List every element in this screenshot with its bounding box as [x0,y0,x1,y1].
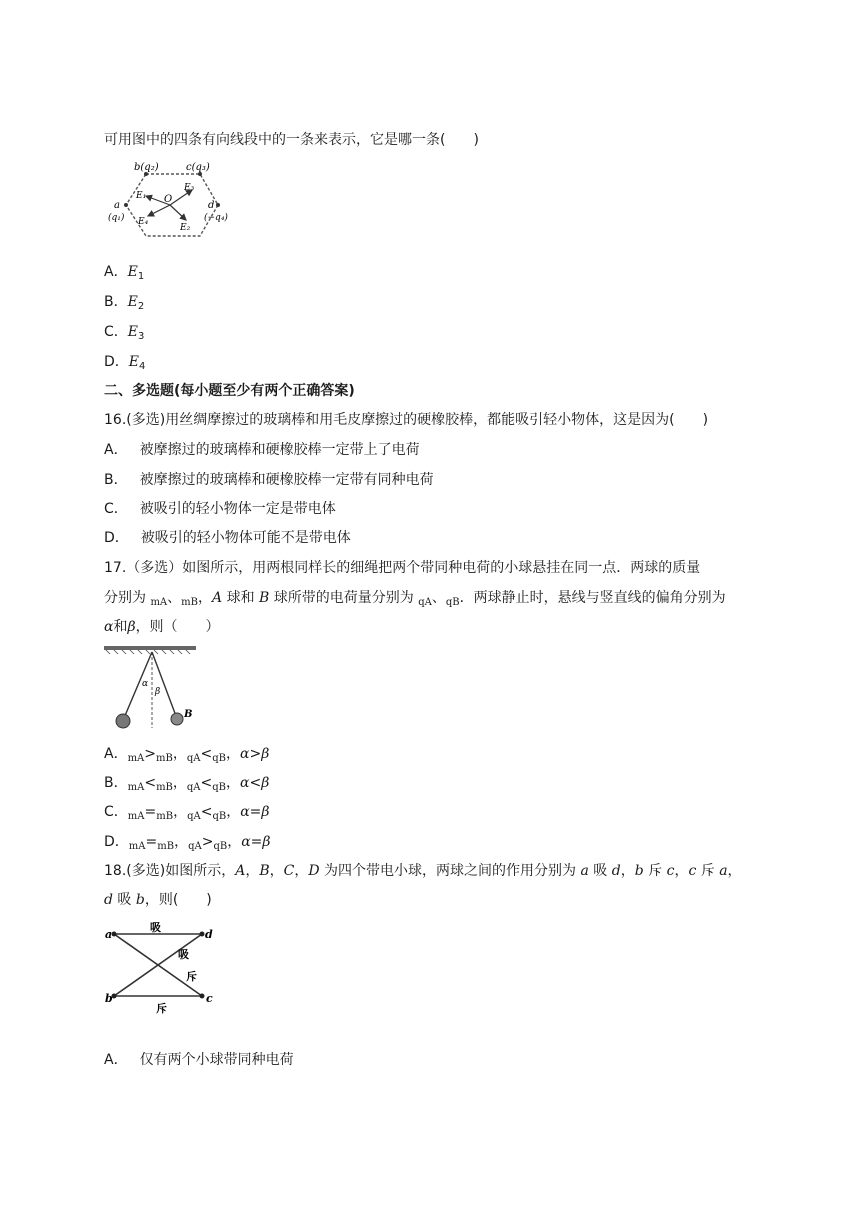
label-a: a [105,928,113,941]
alpha-label: α [142,679,149,689]
q18-stem-line1: 18.(多选)如图所示，A，B，C，D 为四个带电小球，两球之间的作用分别为 a 吸 d，b 斥 c，c 斥 a， [104,863,742,879]
label-diag2: 斥 [186,970,197,983]
label-b: b(q₂) [134,162,159,173]
label-bottom: 斥 [156,1002,167,1015]
label-d: d [205,928,213,941]
label-e3: E₃ [184,183,195,193]
label-d-charge: (−q₄) [204,213,228,223]
q16-option-b[interactable]: B． 被摩擦过的玻璃棒和硬橡胶棒一定带有同种电荷 [104,472,434,488]
q16-option-a[interactable]: A． 被摩擦过的玻璃棒和硬橡胶棒一定带上了电荷 [104,442,420,458]
option-label: B． [104,294,128,310]
e4-vector [148,205,170,216]
q16-option-d[interactable]: D． 被吸引的轻小物体可能不是带电体 [104,530,351,546]
pendulum-figure [104,646,196,730]
label-diag1: 吸 [178,948,189,961]
q17-stem-line3: α和β，则（ ） [104,619,220,635]
q17-stem-line2: 分别为 $_{mA}$、$_{mB}$，A 球和 B 球所带的电荷量分别为 $_{qA}$、$_{qB}$．两球静止时，悬线与竖直线的偏角分别为 [104,590,726,608]
q17-option-b[interactable]: B．$_{mA}<_{mB}$，$_{qA}<_{qB}$，α<β [104,775,270,793]
q16-option-c[interactable]: C． 被吸引的轻小物体一定是带电体 [104,501,336,517]
label-e1: E₁ [136,191,147,201]
option-label: C． [104,324,128,340]
option-label: A． [104,264,128,280]
q16-stem: 16.(多选)用丝绸摩擦过的玻璃棒和用毛皮摩擦过的硬橡胶棒，都能吸引轻小物体，这是因为( ) [104,412,709,428]
ball-b [171,713,183,725]
q17-option-c[interactable]: C．$_{mA}=_{mB}$，$_{qA}<_{qB}$，α=β [104,804,270,822]
q18-stem-line2: d 吸 b，则( ) [104,892,212,908]
four-charges-figure [104,922,218,1016]
label-b: b [105,992,113,1005]
label-c: c(q₃) [186,162,210,173]
label-a: a [114,200,120,211]
e2-vector [170,205,186,220]
label-o: O [164,194,173,205]
hexagon-charge-figure [104,160,236,242]
option-label: D． [104,354,129,370]
section-title: 二、多选题(每小题至少有两个正确答案) [104,383,355,399]
q15-option-d[interactable]: D．$E_4$ [104,354,146,372]
ball-b-label: B [184,709,193,720]
q15-option-c[interactable]: C．$E_3$ [104,324,145,342]
label-a-charge: (q₁) [108,213,125,223]
beta-label: β [155,687,161,697]
label-c: c [206,992,213,1005]
label-e2: E₂ [180,223,191,233]
q15-option-b[interactable]: B．$E_2$ [104,294,145,312]
ball-a [116,714,130,728]
q18-option-a[interactable]: A． 仅有两个小球带同种电荷 [104,1052,294,1068]
label-d: d [208,200,215,211]
q15-option-a[interactable]: A．$E_1$ [104,264,145,282]
q15-stem: 可用图中的四条有向线段中的一条来表示，它是哪一条( ) [104,132,479,148]
q17-stem-line1: 17.（多选）如图所示，用两根同样长的细绳把两个带同种电荷的小球悬挂在同一点．两球的质量 [104,560,701,576]
q17-option-a[interactable]: A．$_{mA}>_{mB}$，$_{qA}<_{qB}$，α>β [104,746,270,764]
label-e4: E₄ [138,217,149,227]
label-top: 吸 [150,922,161,934]
q17-option-d[interactable]: D．$_{mA}=_{mB}$，$_{qA}>_{qB}$，α=β [104,834,271,852]
